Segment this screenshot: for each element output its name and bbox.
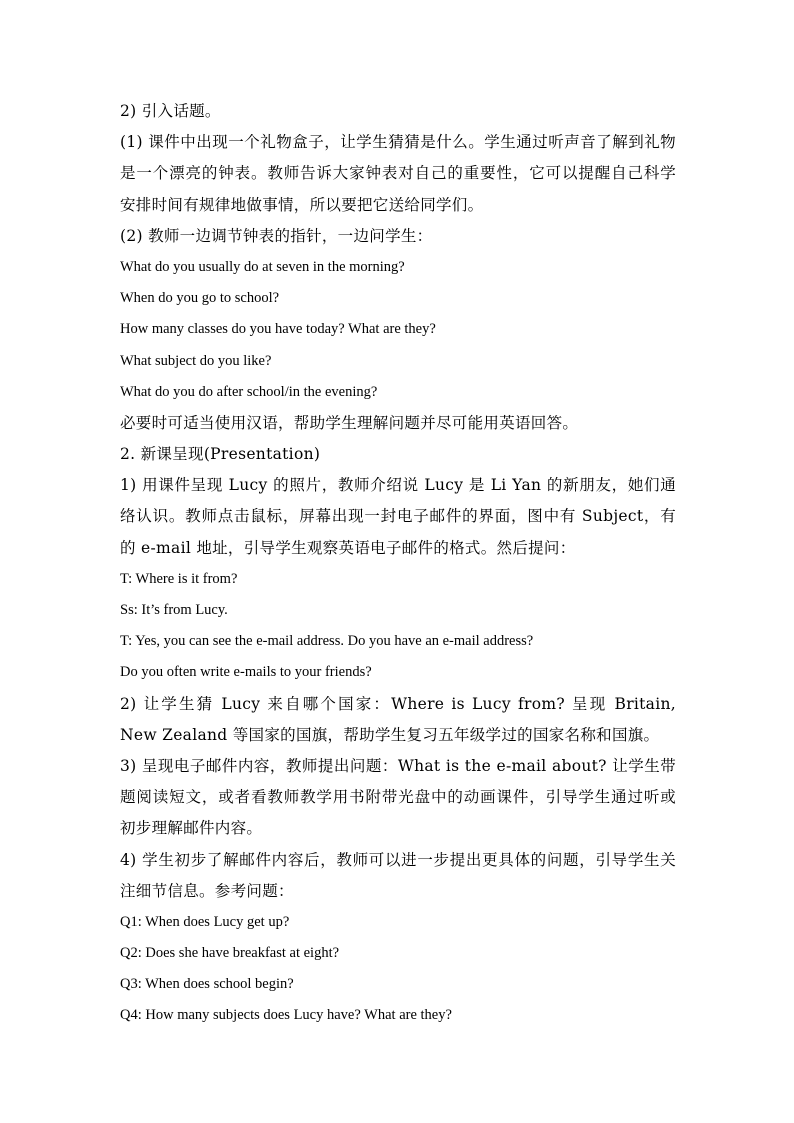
paragraph-line: 安排时间有规律地做事情，所以要把它送给同学们。 [120, 195, 484, 214]
paragraph-line: 必要时可适当使用汉语，帮助学生理解问题并尽可能用英语回答。 [120, 413, 579, 432]
paragraph-line: 2) 让学生猜 Lucy 来自哪个国家：Where is Lucy from? 呈现 Britain, [120, 694, 676, 713]
paragraph-line: 题阅读短文，或者看教师教学用书附带光盘中的动画课件，引导学生通过听或 [120, 788, 676, 807]
paragraph-line: (1) 课件中出现一个礼物盒子，让学生猜猜是什么。学生通过听声音了解到礼物 [120, 133, 676, 152]
paragraph-line: 的 e-mail 地址，引导学生观察英语电子邮件的格式。然后提问： [120, 538, 576, 557]
paragraph-line: 注细节信息。参考问题： [120, 881, 294, 900]
dialogue-line: T: Where is it from? [120, 570, 238, 587]
question-line: When do you go to school? [120, 290, 280, 307]
dialogue-line: Do you often write e-mails to your friends? [120, 664, 372, 681]
paragraph-line: 1) 用课件呈现 Lucy 的照片，教师介绍说 Lucy 是 Li Yan 的新朋友，她们通 [120, 476, 676, 495]
section-heading-presentation: 2. 新课呈现(Presentation) [120, 445, 321, 464]
reference-question: Q4: How many subjects does Lucy have? What are they? [120, 1007, 452, 1024]
paragraph-line: 初步理解邮件内容。 [120, 819, 263, 838]
question-line: What do you do after school/in the evening? [120, 383, 378, 400]
question-line: What subject do you like? [120, 352, 272, 369]
paragraph-line: (2) 教师一边调节钟表的指针，一边问学生： [120, 226, 433, 245]
dialogue-line: Ss: It’s from Lucy. [120, 602, 228, 618]
reference-question: Q1: When does Lucy get up? [120, 913, 290, 930]
paragraph-line: New Zealand 等国家的国旗，帮助学生复习五年级学过的国家名称和国旗。 [120, 725, 660, 744]
dialogue-line: T: Yes, you can see the e-mail address. Do you have an e-mail address? [120, 633, 534, 650]
paragraph-line: 3) 呈现电子邮件内容，教师提出问题：What is the e-mail about? 让学生带 [120, 756, 676, 775]
reference-question: Q3: When does school begin? [120, 976, 294, 993]
question-line: How many classes do you have today? What are they? [120, 321, 436, 338]
paragraph-line: 是一个漂亮的钟表。教师告诉大家钟表对自己的重要性，它可以提醒自己科学 [120, 164, 676, 183]
paragraph-line: 4) 学生初步了解邮件内容后，教师可以进一步提出更具体的问题，引导学生关 [120, 850, 676, 869]
question-line: What do you usually do at seven in the morning? [120, 258, 405, 275]
subheading-introduce-topic: 2) 引入话题。 [120, 102, 221, 120]
paragraph-line: 络认识。教师点击鼠标，屏幕出现一封电子邮件的界面，图中有 Subject，有 [120, 507, 676, 526]
reference-question: Q2: Does she have breakfast at eight? [120, 945, 340, 962]
document-page [120, 96, 676, 1032]
